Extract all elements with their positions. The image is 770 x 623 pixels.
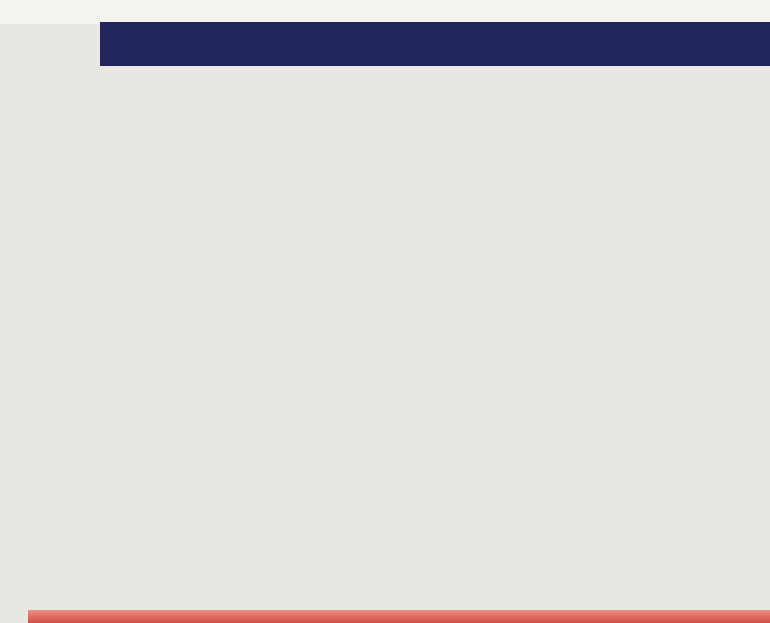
- page-bottom-red-strip: [28, 610, 770, 623]
- knit-chart-block: [393, 264, 628, 377]
- title-banner: [100, 22, 770, 66]
- border-crochet-chart: [386, 406, 770, 620]
- garment-schematic-drawing: [575, 64, 770, 264]
- knit-chart-grid: [393, 268, 578, 372]
- instructions-column-1: [36, 74, 194, 79]
- garment-schematic: [575, 64, 770, 264]
- knit-chart-legend: [352, 186, 557, 194]
